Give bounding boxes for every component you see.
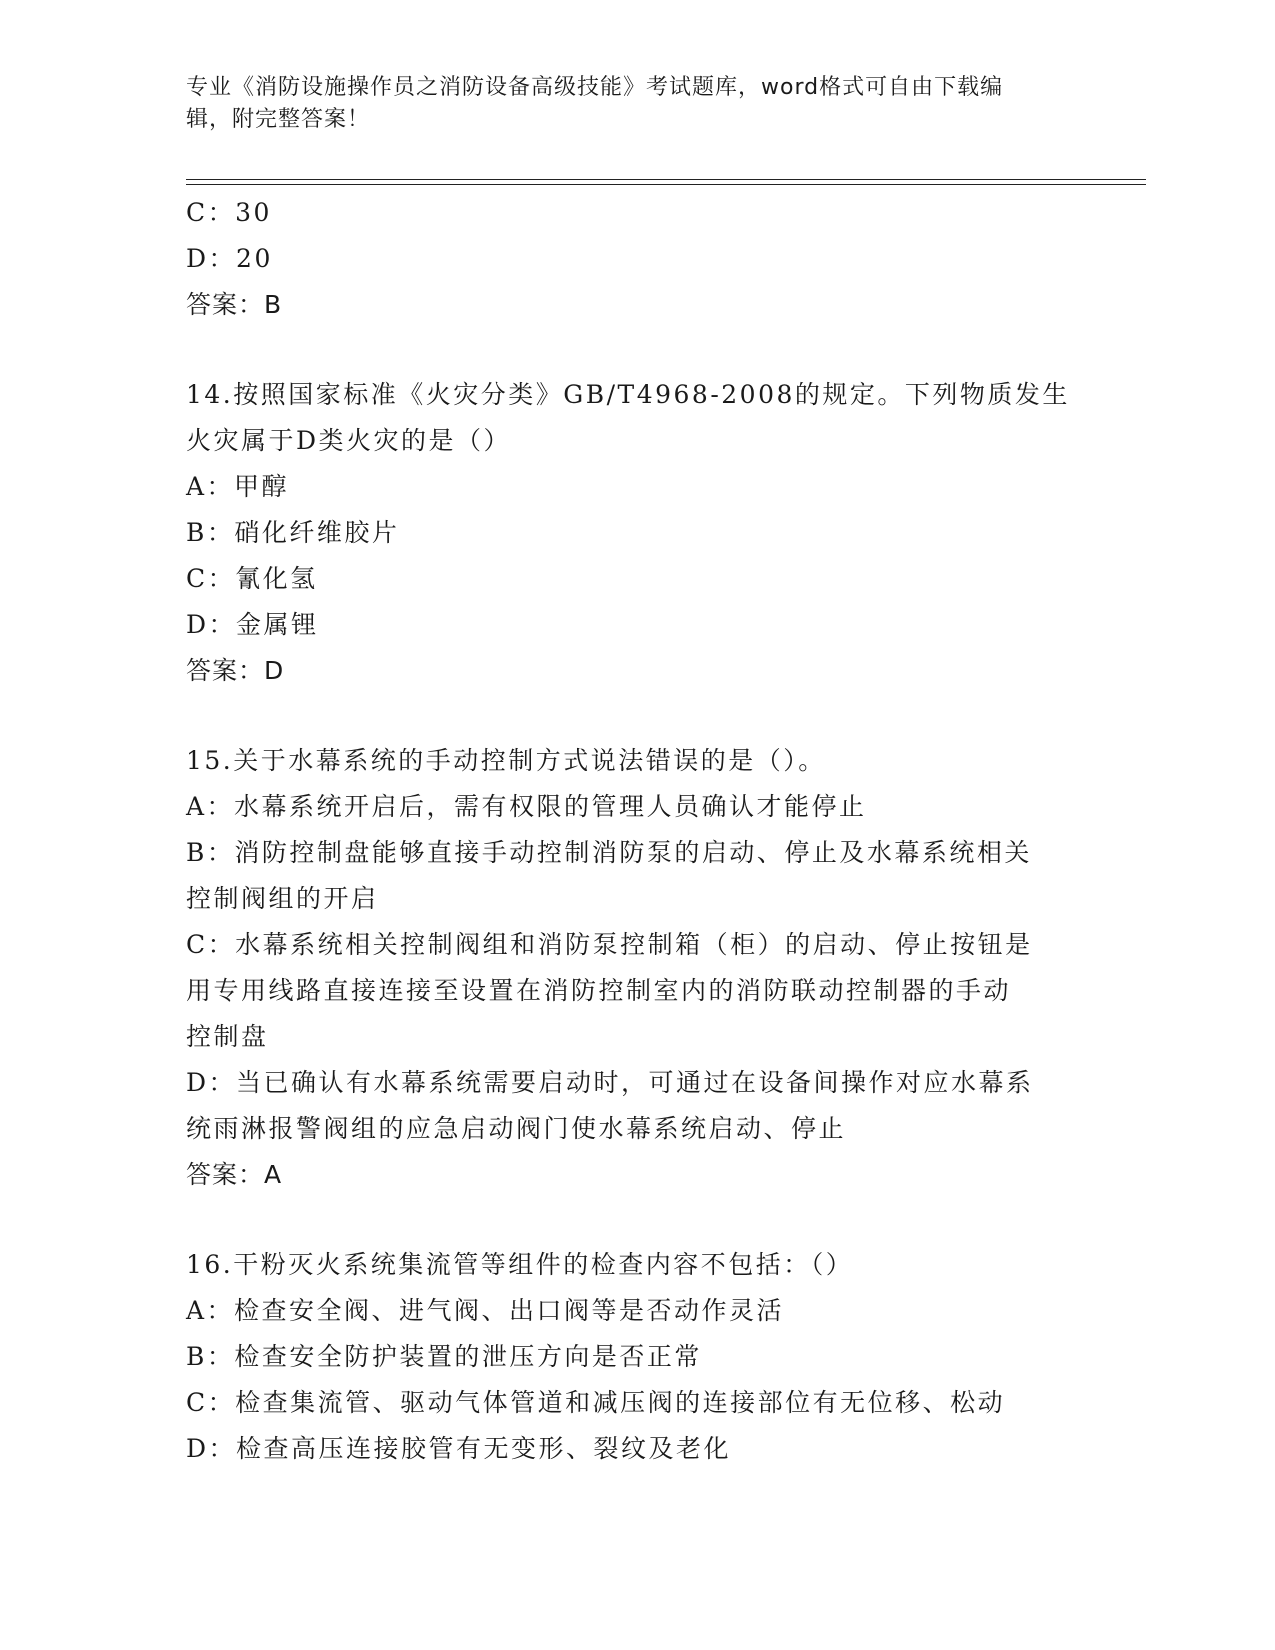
option-c: C：检查集流管、驱动气体管道和减压阀的连接部位有无位移、松动 [186, 1388, 1006, 1417]
header-line-2: 辑，附完整答案！ [186, 107, 371, 132]
question-list [186, 190, 1086, 1472]
answer-label: 答案：A [186, 1160, 283, 1189]
spacer [186, 328, 1086, 372]
header-line-1: 专业《消防设施操作员之消防设备高级技能》考试题库，word格式可自由下载编 [186, 75, 1004, 100]
option-d: D：检查高压连接胶管有无变形、裂纹及老化 [186, 1434, 732, 1463]
question-stem-line-2: 火灾属于D类火灾的是（） [186, 426, 512, 455]
option-b: B：硝化纤维胶片 [186, 518, 400, 547]
option-a: A：甲醇 [186, 472, 290, 501]
question-14 [186, 372, 1086, 694]
question-stem: 16.干粉灭火系统集流管等组件的检查内容不包括：（） [186, 1250, 854, 1279]
option-d-line-2: 统雨淋报警阀组的应急启动阀门使水幕系统启动、停止 [186, 1114, 847, 1143]
option-b: B：检查安全防护装置的泄压方向是否正常 [186, 1342, 702, 1371]
question-13 [186, 190, 1086, 328]
option-c-line-3: 控制盘 [186, 1022, 269, 1051]
option-c-line-2: 用专用线路直接连接至设置在消防控制室内的消防联动控制器的手动 [186, 976, 1012, 1005]
option-c-line-1: C：水幕系统相关控制阀组和消防泵控制箱（柜）的启动、停止按钮是 [186, 930, 1033, 959]
option-d: D：20 [186, 244, 273, 273]
spacer [186, 1198, 1086, 1242]
answer-label: 答案：B [186, 290, 283, 319]
spacer [186, 694, 1086, 738]
option-c: C：氰化氢 [186, 564, 318, 593]
option-d-line-1: D：当已确认有水幕系统需要启动时，可通过在设备间操作对应水幕系 [186, 1068, 1034, 1097]
document-header [186, 72, 1066, 136]
question-15 [186, 738, 1086, 1198]
question-stem-line-1: 14.按照国家标准《火灾分类》GB/T4968-2008的规定。下列物质发生 [186, 380, 1070, 409]
header-divider-bottom [186, 184, 1146, 185]
option-b-line-2: 控制阀组的开启 [186, 884, 379, 913]
option-d: D：金属锂 [186, 610, 319, 639]
question-stem: 15.关于水幕系统的手动控制方式说法错误的是（）。 [186, 746, 826, 775]
header-divider-top [186, 179, 1146, 180]
option-c: C：30 [186, 198, 272, 227]
question-16 [186, 1242, 1086, 1472]
option-b-line-1: B：消防控制盘能够直接手动控制消防泵的启动、停止及水幕系统相关 [186, 838, 1032, 867]
answer-label: 答案：D [186, 656, 285, 685]
option-a: A：检查安全阀、进气阀、出口阀等是否动作灵活 [186, 1296, 785, 1325]
option-a: A：水幕系统开启后，需有权限的管理人员确认才能停止 [186, 792, 867, 821]
